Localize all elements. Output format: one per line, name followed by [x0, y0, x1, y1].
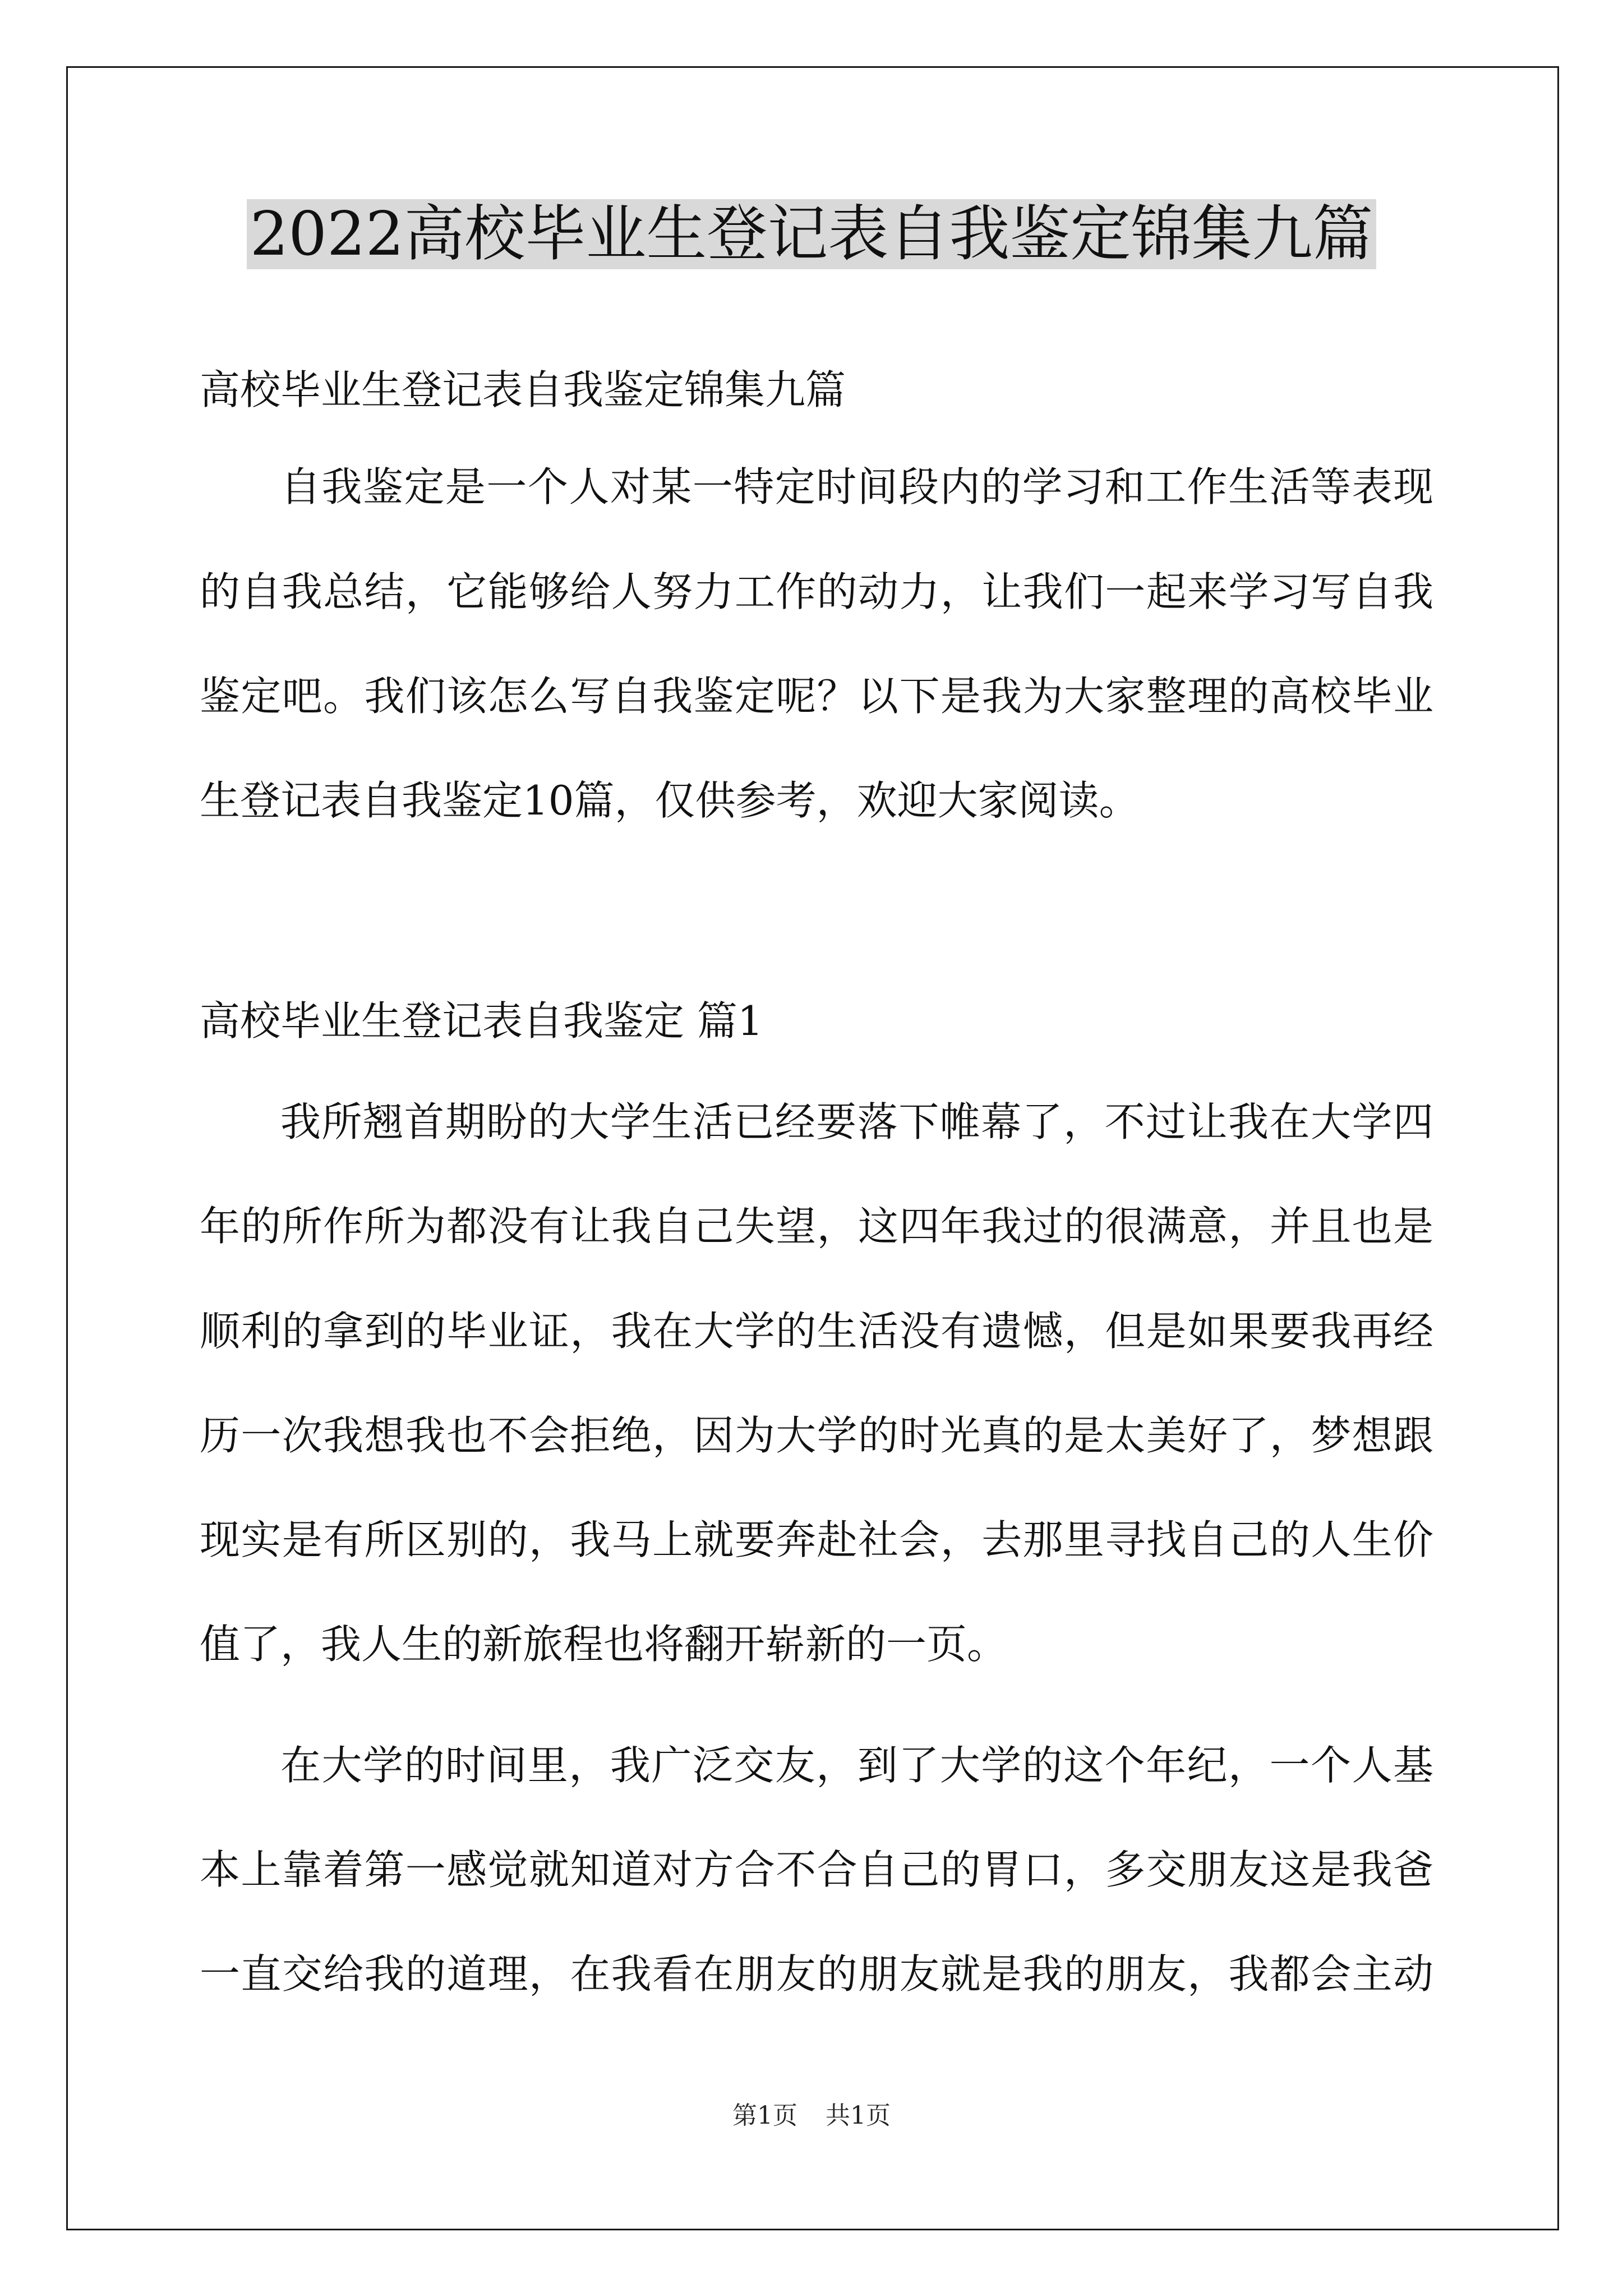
paragraph2-line: 一直交给我的道理，在我看在朋友的朋友就是我的朋友，我都会主动: [200, 1950, 1433, 1998]
intro-line: 的自我总结，它能够给人努力工作的动力，让我们一起来学习写自我: [200, 568, 1433, 615]
paragraph1-line: 顺利的拿到的毕业证，我在大学的生活没有遗憾，但是如果要我再经: [200, 1308, 1433, 1355]
intro-line: 鉴定吧。我们该怎么写自我鉴定呢？以下是我为大家整理的高校毕业: [200, 673, 1433, 720]
paragraph1-line: 我所翘首期盼的大学生活已经要落下帷幕了，不过让我在大学四: [280, 1098, 1433, 1145]
paragraph1-line: 现实是有所区别的，我马上就要奔赴社会，去那里寻找自己的人生价: [200, 1516, 1433, 1563]
page-footer: [0, 2099, 1623, 2133]
document-title-text: 2022高校毕业生登记表自我鉴定锦集九篇: [247, 199, 1377, 269]
document-title: [0, 195, 1623, 274]
paragraph1-line: 值了，我人生的新旅程也将翻开崭新的一页。: [200, 1621, 1008, 1668]
section-heading: 高校毕业生登记表自我鉴定 篇1: [200, 997, 763, 1045]
page-number: 第1页: [732, 2101, 797, 2130]
page-total: 共1页: [826, 2101, 891, 2130]
intro-line: 自我鉴定是一个人对某一特定时间段内的学习和工作生活等表现: [280, 463, 1433, 510]
paragraph1-line: 历一次我想我也不会拒绝，因为大学的时光真的是太美好了，梦想跟: [200, 1412, 1433, 1459]
document-subtitle: 高校毕业生登记表自我鉴定锦集九篇: [200, 366, 846, 413]
paragraph1-line: 年的所作所为都没有让我自己失望，这四年我过的很满意，并且也是: [200, 1203, 1433, 1250]
intro-line: 生登记表自我鉴定10篇，仅供参考，欢迎大家阅读。: [200, 777, 1140, 824]
paragraph2-line: 本上靠着第一感觉就知道对方合不合自己的胃口，多交朋友这是我爸: [200, 1846, 1433, 1893]
paragraph2-line: 在大学的时间里，我广泛交友，到了大学的这个年纪，一个人基: [280, 1742, 1433, 1789]
